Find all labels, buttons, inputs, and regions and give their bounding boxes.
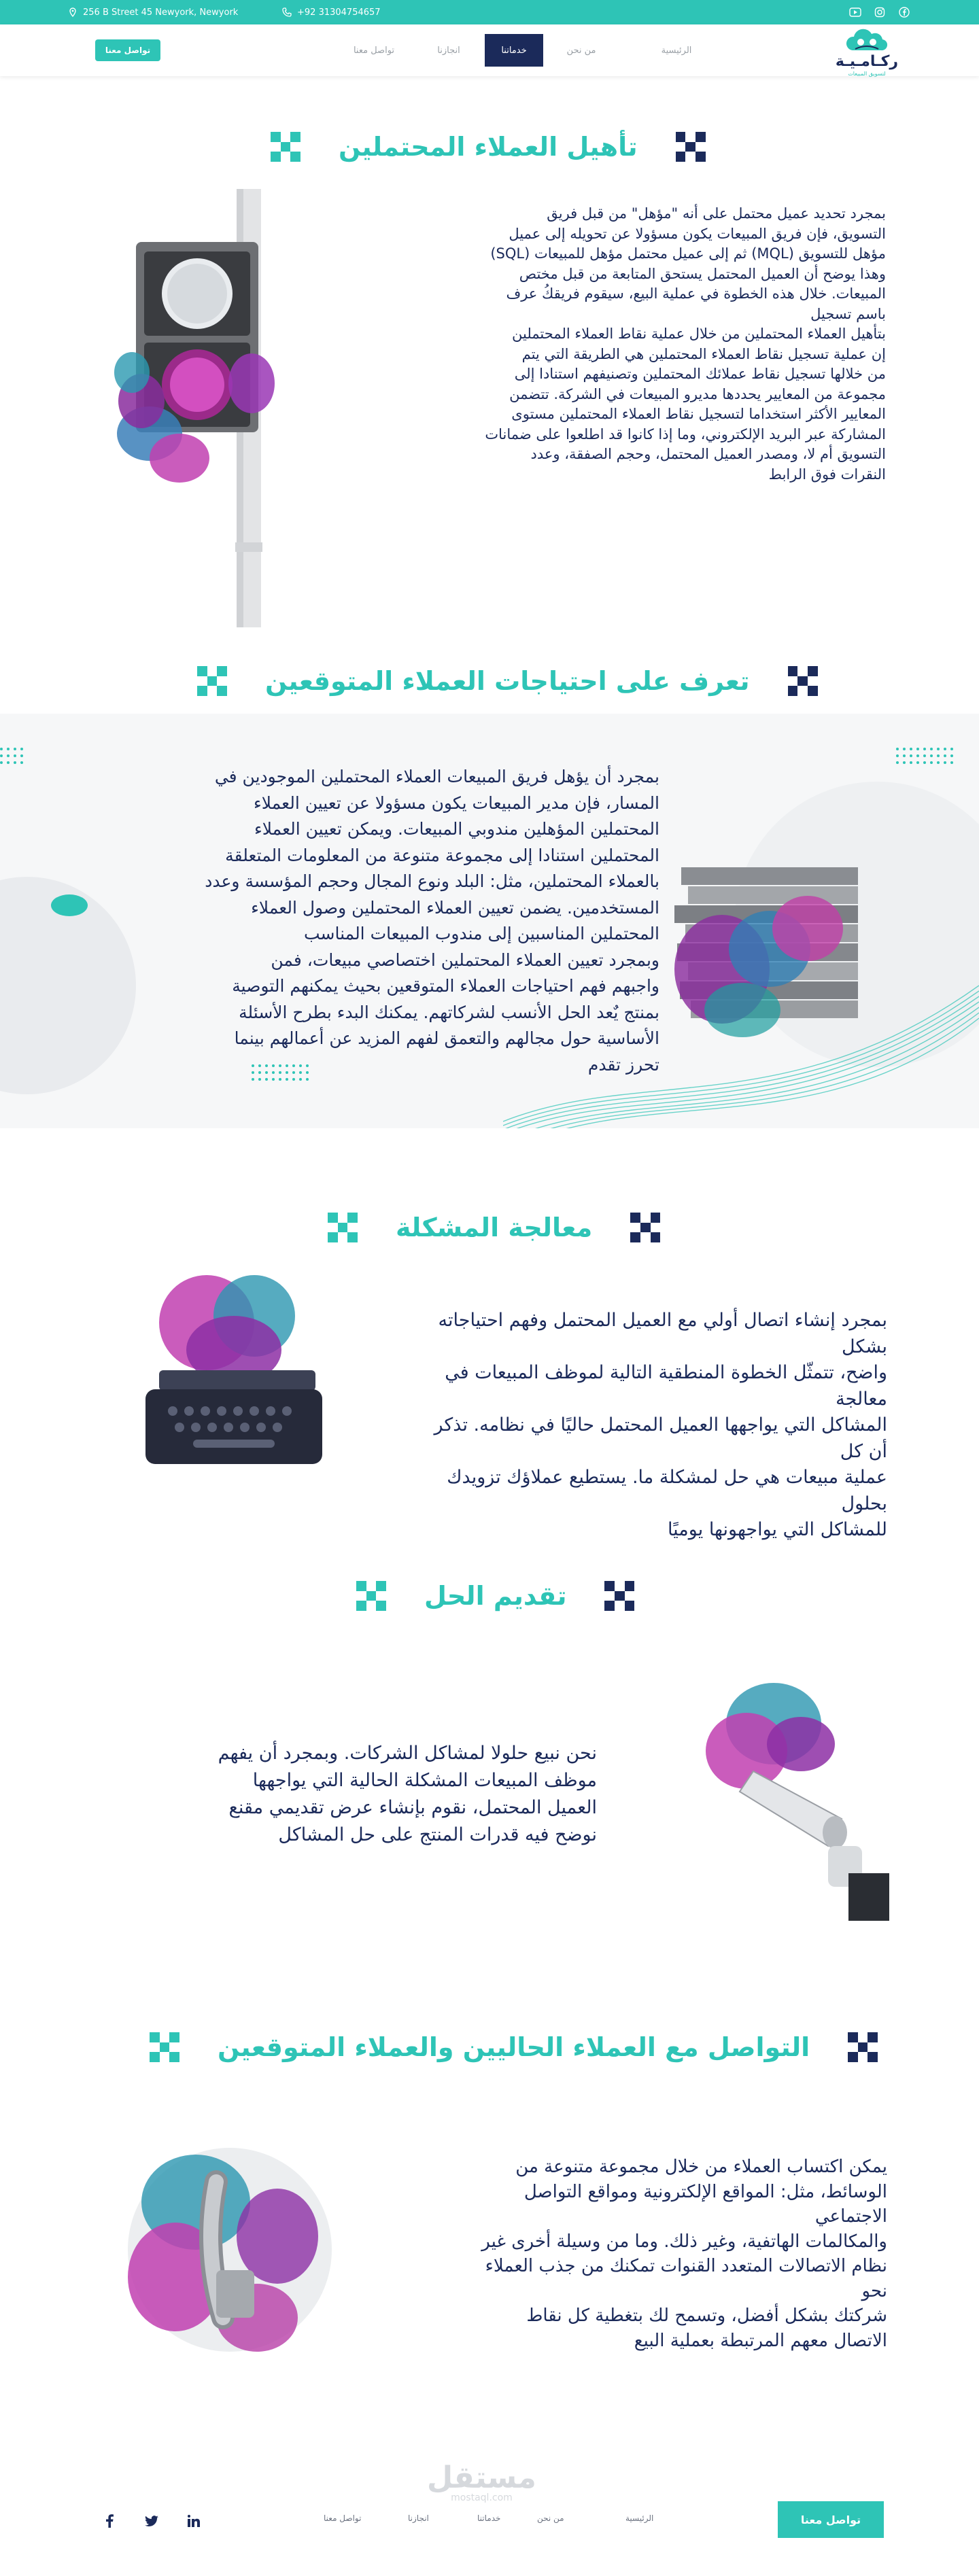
section-heading-problem bbox=[328, 1213, 660, 1242]
body-line: بالعملاء المحتملين، مثل: البلد ونوع المجال وحجم المؤسسة وعدد bbox=[205, 871, 659, 891]
address-text: 256 B Street 45 Newyork, Newyork bbox=[83, 7, 239, 18]
section-title: معالجة المشكلة bbox=[396, 1213, 593, 1242]
body-line: شركتك بشكل أفضل، وتسمح لك بتغطية كل نقاط bbox=[526, 2305, 887, 2326]
body-line: بمجرد تحديد عميل محتمل على أنه "مؤهل" من قبل فريق bbox=[547, 205, 886, 222]
checker-decoration-icon bbox=[848, 2032, 878, 2062]
section-heading-solution bbox=[356, 1581, 634, 1611]
checker-decoration-icon bbox=[604, 1581, 634, 1611]
main-nav bbox=[0, 24, 979, 76]
brand-logo[interactable] bbox=[823, 29, 911, 77]
body-line: المشاكل التي يواجهها العميل المحتمل حاليًا في نظامه. تذكر bbox=[434, 1414, 887, 1435]
address-info bbox=[68, 0, 238, 24]
body-line: بتأهيل العملاء المحتملين من خلال عملية نقاط العملاء المحتملين bbox=[512, 326, 886, 342]
body-line: مؤهل للتسويق (MQL) ثم إلى عميل محتمل مؤهل للمبيعات (SQL) bbox=[490, 245, 886, 262]
checker-decoration-icon bbox=[197, 666, 227, 696]
footer-contact-button[interactable]: تواصل معنا bbox=[778, 2501, 884, 2538]
megaphone-image bbox=[692, 1676, 889, 1921]
body-line: نحو bbox=[861, 2280, 887, 2301]
section-heading-needs bbox=[197, 666, 818, 696]
checker-decoration-icon bbox=[676, 132, 706, 162]
body-line: العميل المحتمل، نقوم بإنشاء عرض تقديمي مقنع bbox=[228, 1797, 597, 1818]
checker-decoration-icon bbox=[630, 1213, 660, 1242]
checker-decoration-icon bbox=[356, 1581, 386, 1611]
body-line: المسار، فإن مدير المبيعات يكون مسؤولا عن تعيين العملاء bbox=[254, 793, 659, 813]
body-line: نحن نبيع حلولا لمشاكل الشركات. وبمجرد أن يفهم bbox=[218, 1743, 597, 1764]
checker-decoration-icon bbox=[271, 132, 300, 162]
cloud-logo-icon bbox=[843, 29, 891, 54]
body-line: الوسائط، مثل: المواقع الإلكترونية ومواقع التواصل bbox=[523, 2181, 887, 2202]
footer-social bbox=[102, 2513, 201, 2528]
body-line: من خلالها تسجيل نقاط عملائك المحتملين وتصنيفهم استنادا إلى bbox=[514, 366, 886, 382]
body-line: التسويق أم لا، ومصدر العميل المحتمل، وحجم الصفقة، وعدد bbox=[530, 446, 886, 462]
location-pin-icon bbox=[68, 7, 78, 17]
typewriter-image bbox=[139, 1268, 329, 1479]
footer-link-home[interactable]: الرئيسية bbox=[625, 2513, 654, 2523]
telephone-handset-image bbox=[121, 2127, 345, 2372]
section-title: تعرف على احتياجات العملاء المتوقعين bbox=[265, 666, 750, 696]
section-body-solution bbox=[182, 1740, 597, 1849]
body-line: للمشاكل التي يواجهونها يوميًا bbox=[667, 1519, 887, 1540]
watermark bbox=[427, 2460, 536, 2503]
body-line: الاجتماعي bbox=[814, 2206, 887, 2227]
body-line: عملية مبيعات هي حل لمشكلة ما. يستطيع عملاؤك تزويدك bbox=[447, 1467, 887, 1488]
nav-link-achievements[interactable]: انجازنا bbox=[437, 45, 460, 56]
youtube-icon[interactable] bbox=[848, 5, 862, 19]
logo-wordmark: ركـامـيـة bbox=[835, 53, 899, 70]
section-heading-communication bbox=[150, 2032, 878, 2062]
footer-link-contact[interactable]: تواصل معنا bbox=[324, 2513, 362, 2523]
body-line: معالجة bbox=[836, 1388, 887, 1410]
body-line: بمجرد إنشاء اتصال أولي مع العميل المحتمل وفهم احتياجاته bbox=[438, 1310, 887, 1331]
nav-link-contact[interactable]: تواصل معنا bbox=[353, 45, 395, 56]
section-title: التواصل مع العملاء الحاليين والعملاء المتوقعين bbox=[218, 2032, 810, 2062]
traffic-light-image bbox=[109, 189, 292, 627]
body-line: الاتصال معهم المرتبطة بعملية البيع bbox=[634, 2330, 887, 2351]
phone-text: +92 31304754657 bbox=[297, 7, 381, 18]
body-line: نظام الاتصالات المتعدد القنوات تمكنك من جذب العملاء bbox=[485, 2256, 887, 2276]
body-line: النقرات فوق الرابط bbox=[768, 466, 886, 483]
section-body-needs bbox=[116, 764, 659, 1078]
body-line: وهذا يوضح أن العميل المحتمل يستحق المتابعة من قبل مختص bbox=[519, 265, 886, 282]
body-line: المعايير الأكثر استخداما لتسجيل نقاط العملاء المحتملين مستوى bbox=[511, 406, 886, 422]
nav-link-services[interactable]: خدماتنا bbox=[485, 34, 543, 67]
watermark-sub: mostaql.com bbox=[451, 2492, 513, 2503]
site-footer bbox=[0, 2460, 979, 2576]
contact-us-button[interactable]: تواصل معنا bbox=[95, 39, 160, 61]
dots-decoration-icon bbox=[896, 748, 953, 764]
body-line: والمكالمات الهاتفية، وغير ذلك. وما من وسيلة أخرى غير bbox=[481, 2231, 887, 2252]
checker-decoration-icon bbox=[328, 1213, 358, 1242]
twitter-icon[interactable] bbox=[144, 2513, 159, 2528]
body-line: بشكل bbox=[842, 1336, 887, 1357]
phone-icon bbox=[282, 7, 292, 17]
logo-tagline: لتسويق المبيعات bbox=[848, 71, 886, 77]
section-body-qualify bbox=[479, 204, 886, 485]
body-line: إن عملية تسجيل نقاط العملاء المحتملين هي الطريقة التي يتم bbox=[521, 345, 886, 362]
body-line: موظف المبيعات المشكلة الحالية التي يواجهها bbox=[252, 1770, 597, 1791]
body-line: الأساسية حول مجالهم والتعمق لفهم المزيد عن أعمالهم بينما bbox=[234, 1028, 659, 1048]
footer-link-services[interactable]: خدماتنا bbox=[477, 2513, 501, 2523]
body-line: المشاركة عبر البريد الإلكتروني، وما إذا كانوا قد اطلعوا على ضمانات bbox=[485, 425, 886, 442]
nav-link-about[interactable]: من نحن bbox=[566, 45, 596, 56]
body-line: مجموعة من المعايير يحددها مديرو المبيعات في الشركة. تتضمن bbox=[509, 385, 886, 402]
nav-link-home[interactable]: الرئيسية bbox=[661, 45, 692, 56]
body-line: المحتملين استنادا إلى مجموعة متنوعة من المعلومات المتعلقة bbox=[225, 845, 659, 865]
body-line: المحتملين المناسبين إلى مندوب المبيعات المناسب bbox=[303, 924, 659, 943]
nav-links bbox=[340, 34, 734, 67]
facebook-icon[interactable] bbox=[102, 2513, 117, 2528]
body-line: واضح، تتمثّل الخطوة المنطقية التالية لموظف المبيعات في bbox=[445, 1362, 887, 1383]
body-line: المبيعات. خلال هذه الخطوة في عملية البيع، سيقوم فريقكُ عرف باسم تسجيل bbox=[506, 285, 886, 322]
body-line: نوضح فيه قدرات المنتج على حل المشاكل bbox=[278, 1824, 597, 1845]
topbar-social bbox=[848, 5, 911, 19]
watermark-main: مستقل bbox=[427, 2460, 536, 2495]
section-title: تقديم الحل bbox=[424, 1581, 567, 1611]
body-line: تحرز تقدم bbox=[587, 1054, 659, 1075]
body-line: بمجرد أن يؤهل فريق المبيعات العملاء المحتملين الموجودين في bbox=[214, 767, 659, 786]
decorative-pill bbox=[51, 894, 88, 916]
section-body-communication bbox=[401, 2155, 887, 2353]
body-line: التسويق، فإن فريق المبيعات يكون مسؤولا عن تحويله إلى عميل bbox=[509, 225, 886, 242]
section-heading-qualify bbox=[271, 132, 706, 162]
checker-decoration-icon bbox=[788, 666, 818, 696]
checker-decoration-icon bbox=[150, 2032, 179, 2062]
instagram-icon[interactable] bbox=[873, 5, 887, 19]
section-title: تأهيل العملاء المحتملين bbox=[339, 132, 638, 162]
body-line: يمكن اكتساب العملاء من خلال مجموعة متنوعة من bbox=[515, 2157, 887, 2177]
linkedin-icon[interactable] bbox=[186, 2513, 201, 2528]
dots-decoration-icon bbox=[0, 748, 23, 764]
body-line: المحتملين المؤهلين مندوبي المبيعات. ويمكن تعيين العملاء bbox=[254, 819, 659, 839]
body-line: المستخدمين. يضمن تعيين العملاء المحتملين وصول العملاء bbox=[251, 897, 659, 918]
body-line: بحلول bbox=[841, 1493, 887, 1514]
facebook-icon[interactable] bbox=[897, 5, 911, 19]
phone-info bbox=[282, 0, 381, 24]
stacked-books-image bbox=[668, 840, 892, 1044]
body-line: وبمجرد تعيين العملاء المحتملين اختصاصي مبيعات، فمن bbox=[271, 950, 659, 970]
footer-link-achievements[interactable]: انجازنا bbox=[408, 2513, 429, 2523]
body-line: بمنتج يٌعد الحل الأنسب لشركاتهم. يمكنك البدء بطرح الأسئلة bbox=[239, 1002, 659, 1022]
body-line: واجبهم فهم احتياجات العملاء المتوقعين بحيث يمكنهم التوصية bbox=[232, 976, 659, 996]
section-body-problem bbox=[377, 1308, 887, 1544]
body-line: أن كل bbox=[840, 1440, 887, 1462]
footer-link-about[interactable]: من نحن bbox=[537, 2513, 564, 2523]
top-bar bbox=[0, 0, 979, 24]
